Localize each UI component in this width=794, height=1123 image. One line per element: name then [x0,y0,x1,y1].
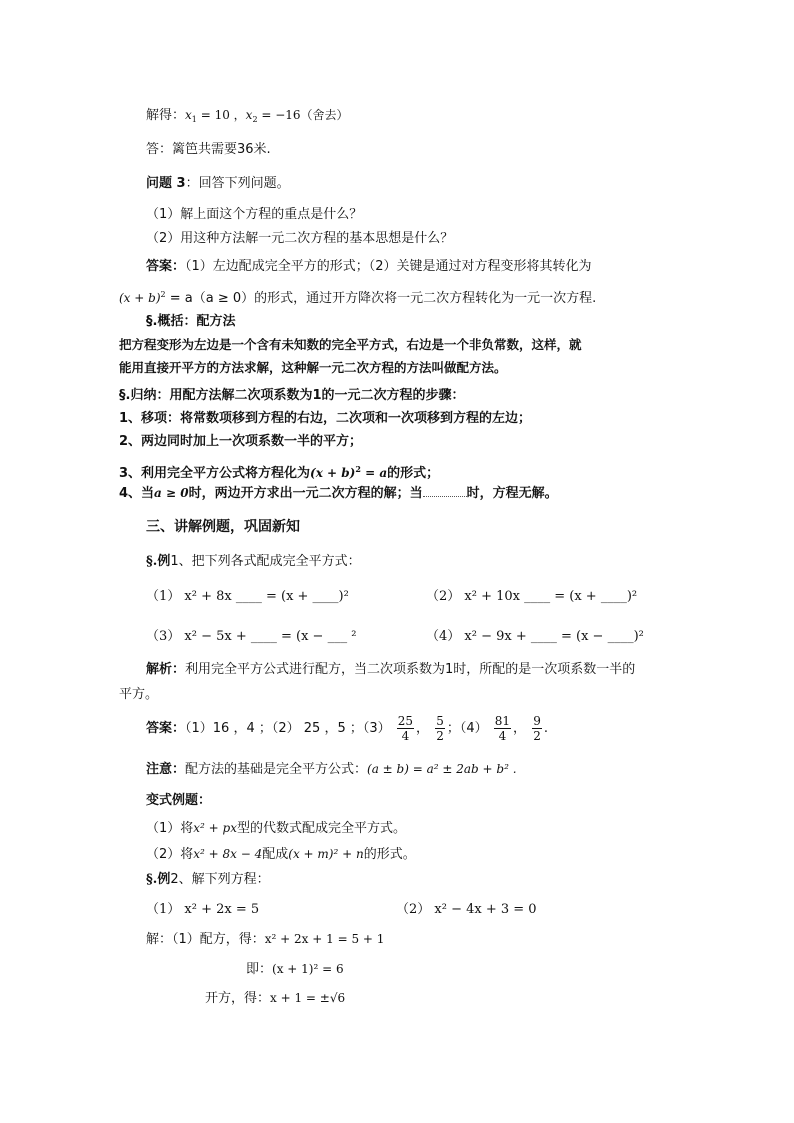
math-expression: x² + 8x − 4 [193,847,263,861]
blank-condition [423,486,467,497]
numerator: 81 [494,714,511,728]
variant-text-end: 的形式。 [363,847,416,862]
math-expression: (x + b) [310,466,356,480]
answer-label: 答案： [146,721,186,736]
solution-line [146,106,349,129]
step-4-text-end: 时，方程无解。 [466,486,558,501]
exercise-3: （3） x² − 5x + ____ = (x − ___ ² [146,629,357,644]
numerator: 5 [436,714,444,728]
solution-text: 即： [246,962,273,977]
example-1-text: 1、把下列各式配成完全平方式： [170,554,361,569]
fraction-9-2 [532,714,542,743]
summary-heading: §.概括：配方法 [146,314,236,329]
subscript-1: 1 [191,115,197,124]
math-value-2: = −16（舍去） [257,108,349,122]
question-item-2: （2）用这种方法解一元二次方程的基本思想是什么？ [146,231,454,246]
math-expression-2: (x + m)² + n [288,847,364,861]
example-answer-line [146,713,548,745]
denominator: 2 [436,729,444,743]
step-3 [119,460,439,483]
solution-text: 解：（1）配方，得： [146,932,265,947]
separator: ；（4） [446,721,488,736]
solution-step-3 [205,989,345,1008]
example-2-heading [146,871,270,889]
denominator: 4 [401,729,410,743]
superscript: 2 [160,290,166,299]
fraction-25-4 [397,714,414,743]
example-2-text: 2、解下列方程： [170,872,270,887]
solution-step-1 [146,930,384,949]
answer-line: 答：篱笆共需要36米. [146,142,271,157]
solution-text: 开方，得： [205,991,271,1006]
answer-block-line-1 [146,258,592,276]
equation-2: （2） x² − 4x + 3 = 0 [396,902,537,917]
summary-text-2: 能用直接开平方的方法求解，这种解一元二次方程的方法叫做配方法。 [119,360,507,375]
math-x1: x [185,108,192,122]
steps-heading: §.归纳：用配方法解二次项系数为1的一元二次方程的步骤： [119,388,465,403]
analysis-text: 利用完全平方公式进行配方，当二次项系数为1时，所配的是一次项系数一半的 [185,662,636,677]
exercise-2: （2） x² + 10x ____ = (x + ____)² [426,589,638,604]
math-expression: (x + b) [119,291,161,305]
example-label: §.例 [146,872,171,887]
denominator: 4 [498,729,507,743]
variant-item-1 [146,819,406,838]
answer-values: （1）16 ，4 ；（2） 25 ，5 ；（3） [185,721,391,736]
math-expression: x + 1 = ±√6 [270,991,346,1005]
numerator: 25 [397,714,414,728]
period: . [543,721,548,736]
analysis-line-1 [146,661,635,679]
note-label: 注意： [146,762,186,777]
variant-heading: 变式例题： [146,793,212,808]
question-item-1: （1）解上面这个方程的重点是什么？ [146,207,363,222]
summary-text-1: 把方程变形为左边是一个含有未知数的完全平方式，右边是一个非负常数，这样，就 [119,337,582,352]
math-value: = a [360,466,388,480]
subscript-2: 2 [252,115,258,124]
question-3-label: 问题 3 [146,176,186,191]
example-1-heading [146,553,361,571]
variant-text-end: 型的代数式配成完全平方式。 [237,821,407,836]
math-expression: x² + 2x + 1 = 5 + 1 [264,932,385,946]
variant-text: （1）将 [146,821,194,836]
separator: ， [416,721,430,736]
answer-text-continued: = a（a ≥ 0）的形式，通过开方降次将一元二次方程转化为一元一次方程. [165,291,597,306]
variant-text: （2）将 [146,847,194,862]
step-3-text: 3、利用完全平方公式将方程化为 [119,466,311,481]
step-4 [119,484,558,503]
step-3-text-end: 的形式； [387,466,440,481]
math-expression: x² + px [193,821,237,835]
math-expression: (x + 1)² = 6 [272,962,344,976]
math-x2: x [245,108,253,122]
question-3-text: ：回答下列问题。 [185,176,290,191]
variant-text-mid: 配成 [262,847,289,862]
denominator: 2 [533,729,541,743]
fraction-5-2 [435,714,445,743]
step-4-text: 4、当 [119,486,155,501]
fraction-81-4 [494,714,511,743]
analysis-label: 解析： [146,662,186,677]
equation-1: （1） x² + 2x = 5 [146,902,260,917]
exercise-1: （1） x² + 8x ____ = (x + ____)² [146,589,349,604]
variant-item-2 [146,845,416,864]
math-formula: (a ± b) = a² ± 2ab + b² . [367,762,517,776]
note-text: 配方法的基础是完全平方公式： [185,762,368,777]
solution-label: 解得： [146,108,186,123]
solution-step-2 [246,960,344,979]
answer-text: （1）左边配成完全平方的形式；（2）关键是通过对方程变形将其转化为 [185,259,592,274]
section-heading: 三、讲解例题，巩固新知 [146,519,300,535]
math-value-1: = 10 ， [196,108,246,122]
step-2: 2、两边同时加上一次项系数一半的平方； [119,434,363,449]
example-label: §.例 [146,554,171,569]
question-3-line [146,175,290,193]
separator: ， [513,721,527,736]
step-4-text-mid: 时，两边开方求出一元二次方程的解；当 [188,486,423,501]
numerator: 9 [533,714,541,728]
analysis-line-2: 平方。 [119,687,159,702]
answer-label: 答案： [146,259,186,274]
superscript: 2 [355,464,361,474]
step-1: 1、移项：将常数项移到方程的右边，二次项和一次项移到方程的左边； [119,411,532,426]
math-condition: a ≥ 0 [154,486,189,500]
exercise-4: （4） x² − 9x + ____ = (x − ____)² [426,629,644,644]
answer-block-line-2 [119,286,596,308]
note-line [146,760,517,779]
